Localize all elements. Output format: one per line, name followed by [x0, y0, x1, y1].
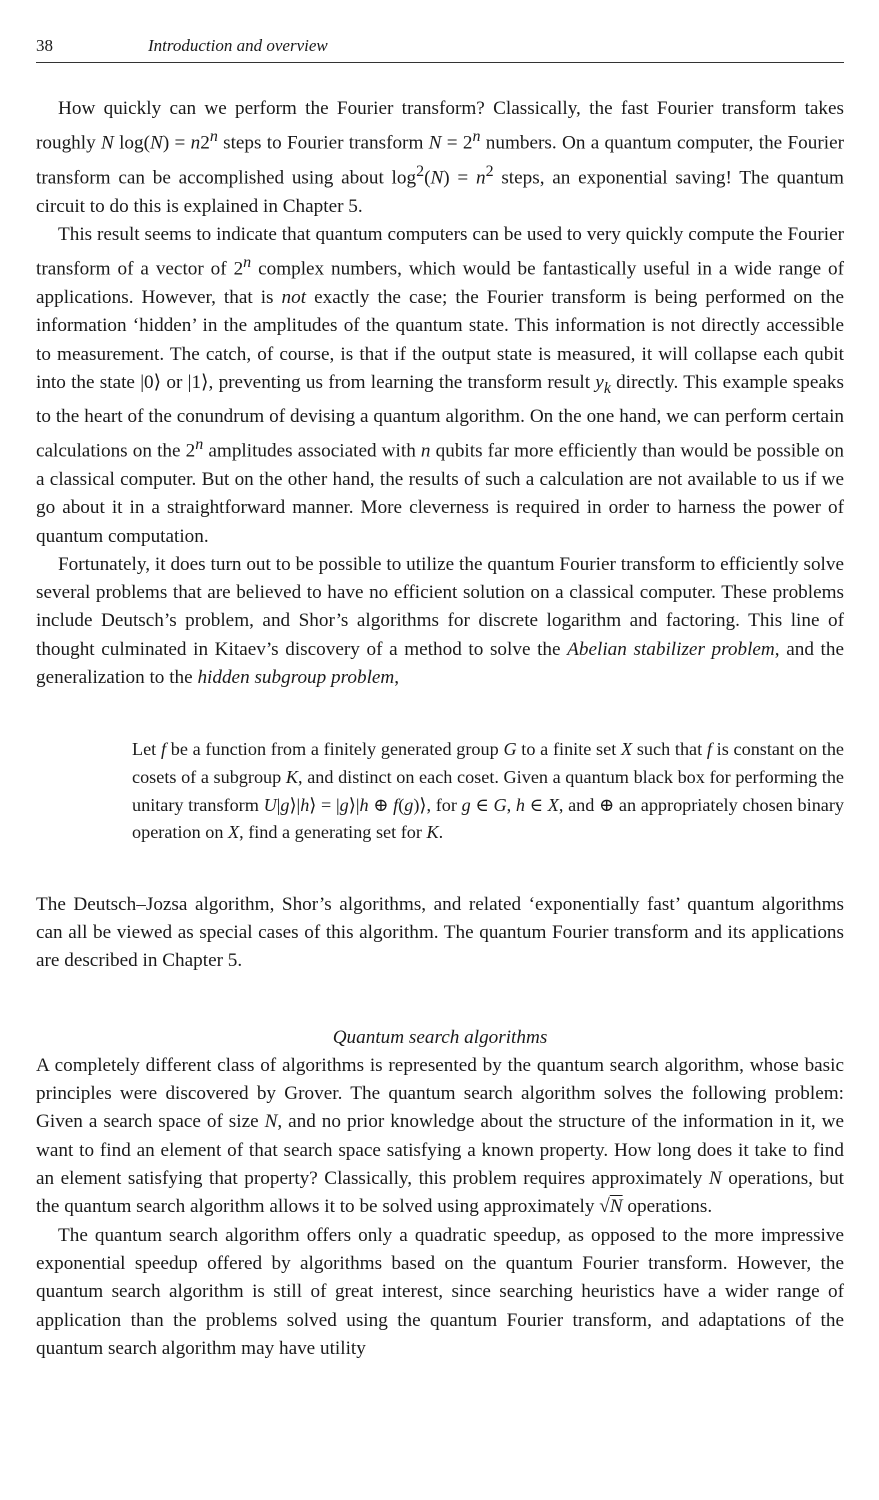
paragraph-grover-search: A completely different class of algorithms is represented by the quantum search algorithm, whose basic principles were discovered by Grover. The quantum search algorithm solves the following problem: Given a search space of size N, and no prior knowledge about the structure of the information in it, we want to find an element of that search space satisfying a known property. How long does it take to find an element satisfying that property? Classically, this problem requires approximately N operations, but the quantum search algorithm allows it to be solved using approximately √N operations.	[36, 1054, 845, 1218]
page-number: 38	[36, 36, 53, 55]
hidden-subgroup-definition: Let f be a function from a finitely generated group G to a finite set X such that f is constant on the cosets of a subgroup K, and distinct on each coset. Given a quantum black box for performing the unitary transform U|g⟩|h⟩ = |g⟩|h ⊕ f(g)⟩, for g ∈ G, h ∈ X, and ⊕ an appropriately chosen binary operation on X, find a generating set for K.	[132, 739, 845, 843]
paragraph-special-cases: The Deutsch–Jozsa algorithm, Shor’s algorithms, and related ‘exponentially fast’ quantum algorithms can all be viewed as special cases of this algorithm. The quantum Fourier transform and its applications are described in Chapter 5.	[36, 893, 844, 972]
page-header	[36, 34, 844, 63]
running-title: Introduction and overview	[148, 36, 328, 55]
paragraph-quadratic-speedup: The quantum search algorithm offers only a quadratic speedup, as opposed to the more impressive exponential speedup offered by algorithms based on the quantum Fourier transform. However, the quantum search algorithm is still of great interest, since searching heuristics have a wider range of application than the problems solved using the quantum Fourier transform, and adaptations of the quantum search algorithm may have utility	[36, 1224, 844, 1359]
section-heading: Quantum search algorithms	[332, 1026, 548, 1048]
paragraph-fourier-speed: How quickly can we perform the Fourier transform? Classically, the fast Fourier transform takes roughly N $\log(N) = n2^n$ steps to Fourier transform $N = 2^n$ numbers. On a quantum computer, the Fourier transform can be accomplished using about $\log^2(N) = n^2$ steps, an exponential saving! The quantum circuit to do this is explained in Chapter 5.	[36, 98, 844, 217]
paragraph-measurement-conundrum: This result seems to indicate that quantum computers can be used to very quickly compute the Fourier transform of a vector of 2$^n$ complex numbers, which would be fantastically useful in a wide range of applications. However, that is not exactly the case; the Fourier transform is being performed on the information ‘hidden’ in the amplitudes of the quantum state. This information is not directly accessible to measurement. The catch, of course, is that if the output state is measured, it will collapse each qubit into the state |0⟩ or |1⟩, preventing us from learning the transform result $y_k$ directly. This example speaks to the heart of the conundrum of devising a quantum algorithm. On the one hand, we can perform certain calculations on the 2$^n$ amplitudes associated with n qubits far more efficiently than would be possible on a classical computer. But on the other hand, the results of such a calculation are not available to us if we go about it in a straightforward manner. More cleverness is required in order to harness the power of quantum computation.	[36, 223, 844, 547]
page-body	[36, 95, 844, 1363]
paragraph-hidden-subgroup-intro: Fortunately, it does turn out to be possible to utilize the quantum Fourier transform to efficiently solve several problems that are believed to have no efficient solution on a classical computer. These problems include Deutsch’s problem, and Shor’s algorithms for discrete logarithm and factoring. This line of thought culminated in Kitaev’s discovery of a method to solve the Abelian stabilizer problem, and the generalization to the hidden subgroup problem,	[36, 553, 844, 689]
